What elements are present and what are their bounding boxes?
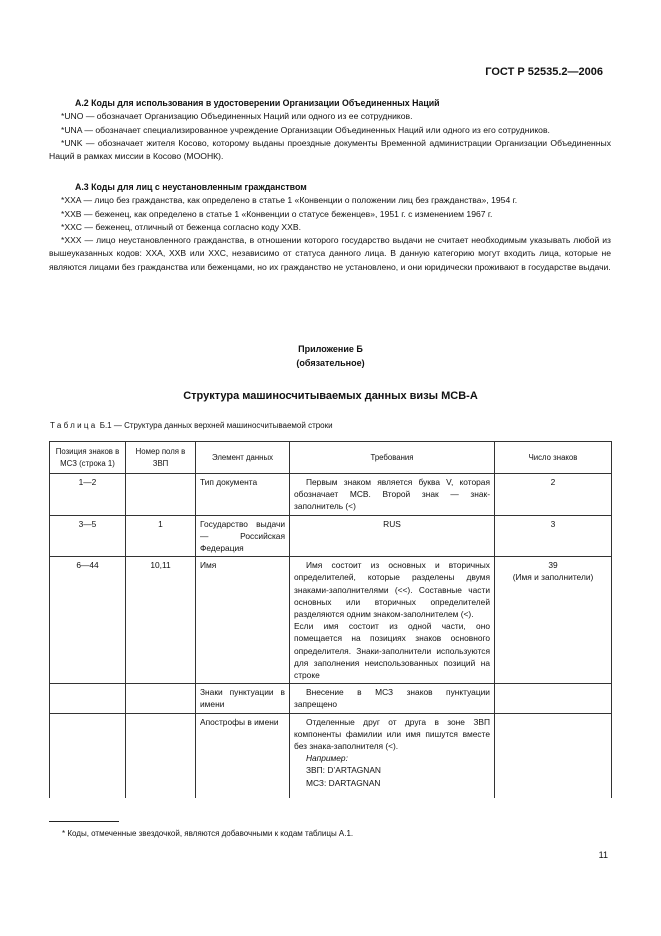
column-header: Номер поля в ЗВП (126, 442, 196, 474)
data-structure-table (49, 441, 612, 798)
cell-element: Государство выдачи — Российская Федерация (196, 515, 290, 557)
appendix-status: (обязательное) (296, 357, 365, 368)
requirement-text: Первым знаком является буква V, которая обозначает МСВ. Второй знак — знак-заполнитель (<) (294, 477, 490, 512)
table-row (50, 515, 612, 557)
cell-count (495, 713, 612, 798)
footnote-divider (49, 821, 119, 822)
cell-count (495, 684, 612, 713)
requirement-text: RUS (383, 518, 401, 529)
cell-requirements (290, 684, 495, 713)
column-header: Позиция знаков в МСЗ (строка 1) (50, 442, 126, 474)
example-line: ЗВП: D’ARTAGNAN (306, 765, 381, 776)
table-caption-word: Таблица (50, 421, 98, 430)
example-label: Например: (306, 753, 348, 764)
cell-position (50, 684, 126, 713)
cell-element: Имя (196, 557, 290, 684)
cell-position: 6—44 (50, 557, 126, 684)
section-a3-item: *XXC — беженец, отличный от беженца согласно коду XXB. (61, 221, 302, 232)
cell-requirements (290, 713, 495, 798)
page-number: 11 (598, 850, 608, 860)
column-header: Требования (290, 442, 495, 474)
section-a2 (49, 97, 611, 163)
requirement-text: Имя состоит из основных и вторичных определителей, которые разделены двумя знаками-заполнителями (<<). Составные части основных или вторичных определителей разделяются одним знаком-заполнителем (<). (294, 560, 490, 620)
cell-field (126, 713, 196, 798)
count-value: 39 (548, 560, 558, 571)
requirement-text: Отделенные друг от друга в зоне ЗВП компоненты фамилии или имя пишутся вместе без знака-заполнителя (<). (294, 716, 490, 752)
section-a2-heading: А.2 Коды для использования в удостоверении Организации Объединенных Наций (75, 98, 440, 108)
table-row (50, 684, 612, 713)
cell-element: Знаки пунктуации в имени (196, 684, 290, 713)
appendix-heading (0, 343, 661, 370)
section-a3-item: *XXB — беженец, как определено в статье 1 «Конвенции о статусе беженцев», 1951 г. с изменением 1967 г. (61, 208, 493, 219)
cell-field (126, 474, 196, 516)
cell-requirements (290, 474, 495, 516)
section-a3-heading: А.3 Коды для лиц с неустановленным гражданством (75, 182, 307, 192)
section-a3 (49, 181, 611, 274)
section-a2-item: *UNA — обозначает специализированное учреждение Организации Объединенных Наций или одного из его сотрудников. (61, 124, 550, 135)
cell-requirements (290, 557, 495, 684)
column-header: Элемент данных (196, 442, 290, 474)
table-header-row (50, 442, 612, 474)
cell-position (50, 713, 126, 798)
table-row (50, 557, 612, 684)
table-caption (50, 421, 333, 430)
section-a3-item: *XXX — лицо неустановленного гражданства, в отношении которого государство выдачи не считает необходимым указывать любой из вышеуказанных кодов: XXA, XXB или XXC, независимо от статуса данного лица. В данную категорию могут входить лица, которые не являются лицами без гражданства или беженцами, но их гражданство не установлено, и они юридически проживают в государстве выдачи. (49, 235, 611, 272)
cell-count: 2 (495, 474, 612, 516)
column-header: Число знаков (495, 442, 612, 474)
count-note: (Имя и заполнители) (512, 572, 594, 583)
cell-position: 3—5 (50, 515, 126, 557)
appendix-title: Приложение Б (298, 344, 363, 354)
cell-field: 1 (126, 515, 196, 557)
cell-requirements (290, 515, 495, 557)
example-block (294, 752, 490, 789)
requirement-text: Внесение в МСЗ знаков пунктуации запрещено (294, 687, 490, 710)
table-row (50, 474, 612, 516)
section-a2-item: *UNK — обозначает жителя Косово, которому выданы проездные документы Временной администрации Организации Объединенных Наций в рамках миссии в Косово (МООНК). (49, 137, 611, 162)
requirement-text: Если имя состоит из одной части, оно помещается на позициях знаков основного определителя. Знаки-заполнители используются для заполнения неиспользованных позиций на строке (294, 621, 490, 681)
table-caption-text: Б.1 — Структура данных верхней машиносчитываемой строки (99, 421, 333, 430)
cell-count (495, 557, 612, 684)
cell-count: 3 (495, 515, 612, 557)
cell-position: 1—2 (50, 474, 126, 516)
example-line: МСЗ: DARTAGNAN (306, 777, 381, 788)
section-a2-item: *UNO — обозначает Организацию Объединенных Наций или одного из ее сотрудников. (61, 111, 413, 122)
document-id: ГОСТ Р 52535.2—2006 (485, 66, 603, 78)
cell-element: Апострофы в имени (196, 713, 290, 798)
cell-field (126, 684, 196, 713)
footnote: * Коды, отмеченные звездочкой, являются добавочными к кодам таблицы А.1. (62, 829, 354, 838)
cell-field: 10,11 (126, 557, 196, 684)
appendix-subtitle: Структура машиносчитываемых данных визы МСВ-А (183, 390, 478, 402)
cell-element: Тип документа (196, 474, 290, 516)
section-a3-item: *XXA — лицо без гражданства, как определено в статье 1 «Конвенции о положении лиц без гражданства», 1954 г. (61, 195, 518, 206)
table-row (50, 713, 612, 798)
